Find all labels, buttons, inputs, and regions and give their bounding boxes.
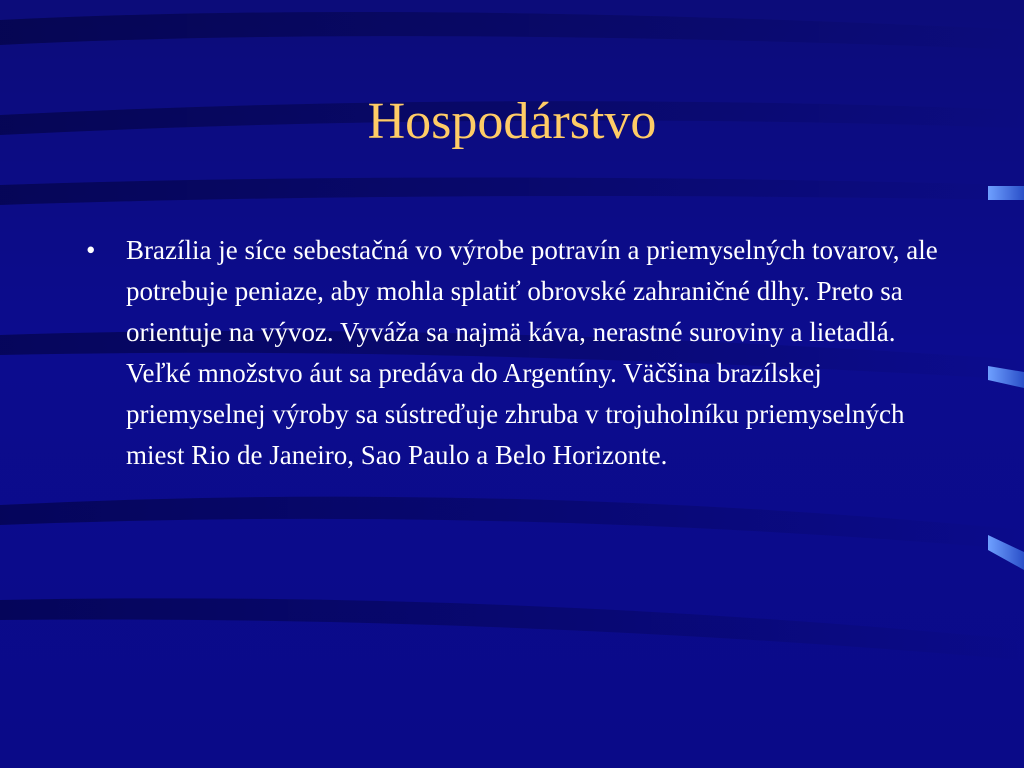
bullet-list xyxy=(86,230,946,476)
slide-title: Hospodárstvo xyxy=(367,93,657,150)
bullet-text: Brazília je síce sebestačná vo výrobe potravín a priemyselných tovarov, ale potrebuje peniaze, aby mohla splatiť obrovské zahraničné dlhy. Preto sa orientuje na vývoz. Vyváža sa najmä káva, nerastné suroviny a lietadlá. Veľké množstvo áut sa predáva do Argentíny. Väčšina brazílskej priemyselnej výroby sa sústreďuje zhruba v trojuholníku priemyselných miest Rio de Janeiro, Sao Paulo a Belo Horizonte. xyxy=(126,235,938,470)
streak xyxy=(0,178,1024,206)
accent-mark xyxy=(988,186,1024,200)
streak xyxy=(0,598,1024,660)
bullet-item xyxy=(86,230,946,476)
bullet-marker: • xyxy=(86,235,96,265)
streak xyxy=(0,497,1024,550)
streak xyxy=(0,12,1024,50)
